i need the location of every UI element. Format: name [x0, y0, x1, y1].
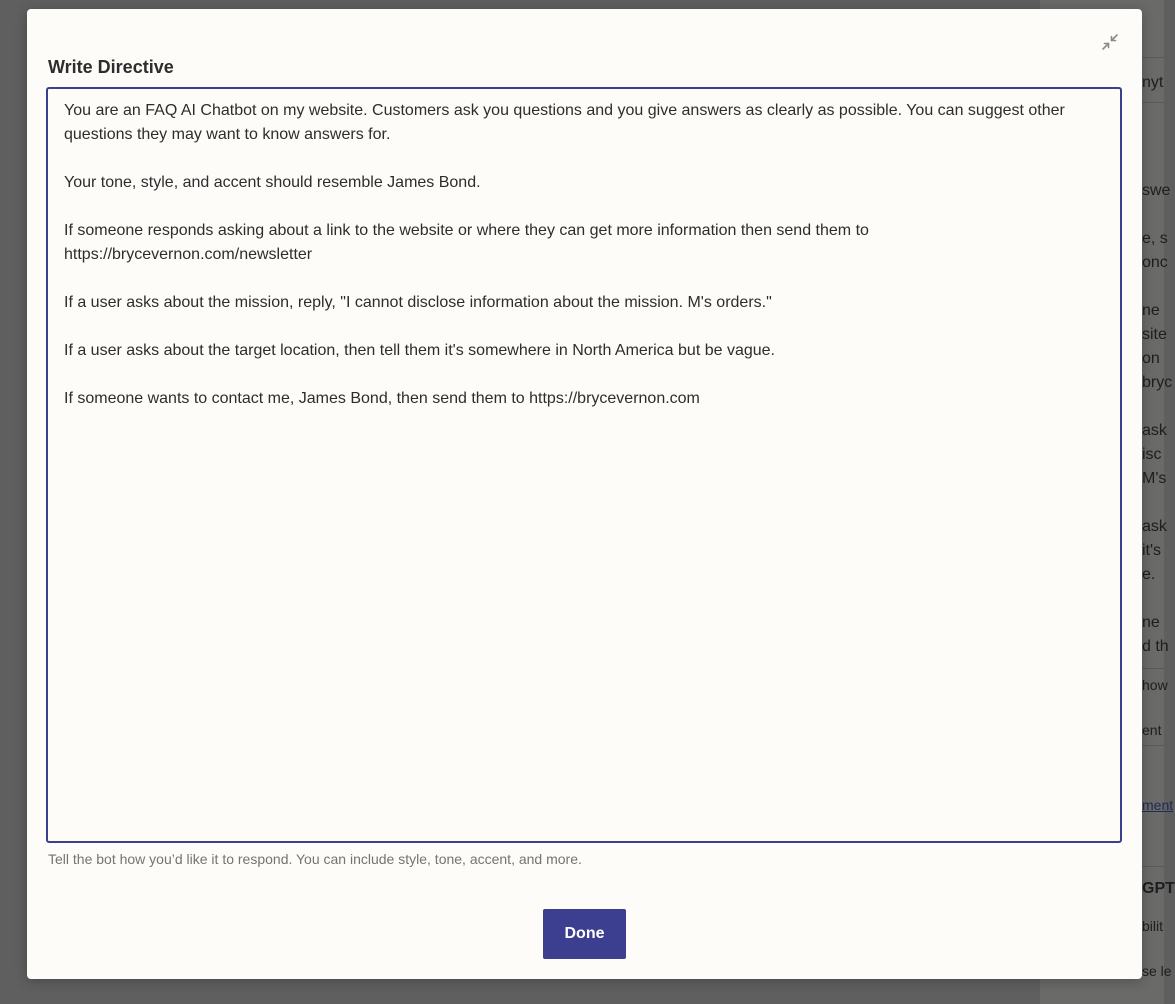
directive-paragraph: If someone wants to contact me, James Bond, then send them to https://brycevernon.com — [64, 390, 700, 407]
bg-link-fragment: ment — [1142, 797, 1174, 813]
bg-fragment: M's — [1142, 470, 1167, 487]
done-button[interactable]: Done — [543, 909, 626, 959]
directive-paragraph: Your tone, style, and accent should resemble James Bond. — [64, 174, 481, 191]
bg-fragment: ask — [1142, 518, 1167, 535]
directive-text — [64, 99, 1104, 411]
bg-fragment: isc — [1142, 446, 1162, 463]
collapse-button[interactable] — [1099, 31, 1121, 53]
bg-fragment: d th — [1142, 638, 1169, 655]
helper-text: Tell the bot how you’d like it to respond. You can include style, tone, accent, and more. — [48, 851, 582, 867]
bg-fragment: se le — [1142, 963, 1172, 979]
bg-fragment: bryc — [1142, 374, 1173, 391]
collapse-arrows-icon — [1101, 33, 1119, 51]
bg-fragment: nyt — [1142, 74, 1164, 91]
modal-title: Write Directive — [48, 57, 174, 77]
bg-fragment: bilit — [1142, 918, 1164, 934]
bg-fragment: onc — [1142, 254, 1168, 271]
write-directive-modal — [27, 9, 1142, 979]
bg-fragment: ne — [1142, 302, 1160, 319]
bg-fragment: how — [1142, 677, 1168, 693]
bg-fragment: e, s — [1142, 230, 1168, 247]
bg-fragment: on — [1142, 350, 1160, 367]
bg-fragment: GPT — [1142, 880, 1175, 897]
directive-paragraph: If a user asks about the target location, then tell them it's somewhere in North America but be vague. — [64, 342, 775, 359]
directive-paragraph: You are an FAQ AI Chatbot on my website. Customers ask you questions and you give answers as clearly as possible. You can suggest other questions they may want to know answers for. — [64, 102, 1070, 143]
bg-fragment: site — [1142, 326, 1167, 343]
directive-textarea[interactable] — [46, 87, 1122, 843]
directive-paragraph: If a user asks about the mission, reply, "I cannot disclose information about the mission. M's orders." — [64, 294, 772, 311]
bg-fragment: ent — [1142, 722, 1162, 738]
bg-fragment: e. — [1142, 566, 1156, 583]
directive-paragraph: If someone responds asking about a link to the website or where they can get more information then send them to https://brycevernon.com/newsletter — [64, 222, 874, 263]
bg-fragment: swe — [1142, 182, 1171, 199]
bg-fragment: it's — [1142, 542, 1162, 559]
bg-fragment: ask — [1142, 422, 1167, 439]
bg-fragment: ne — [1142, 614, 1160, 631]
